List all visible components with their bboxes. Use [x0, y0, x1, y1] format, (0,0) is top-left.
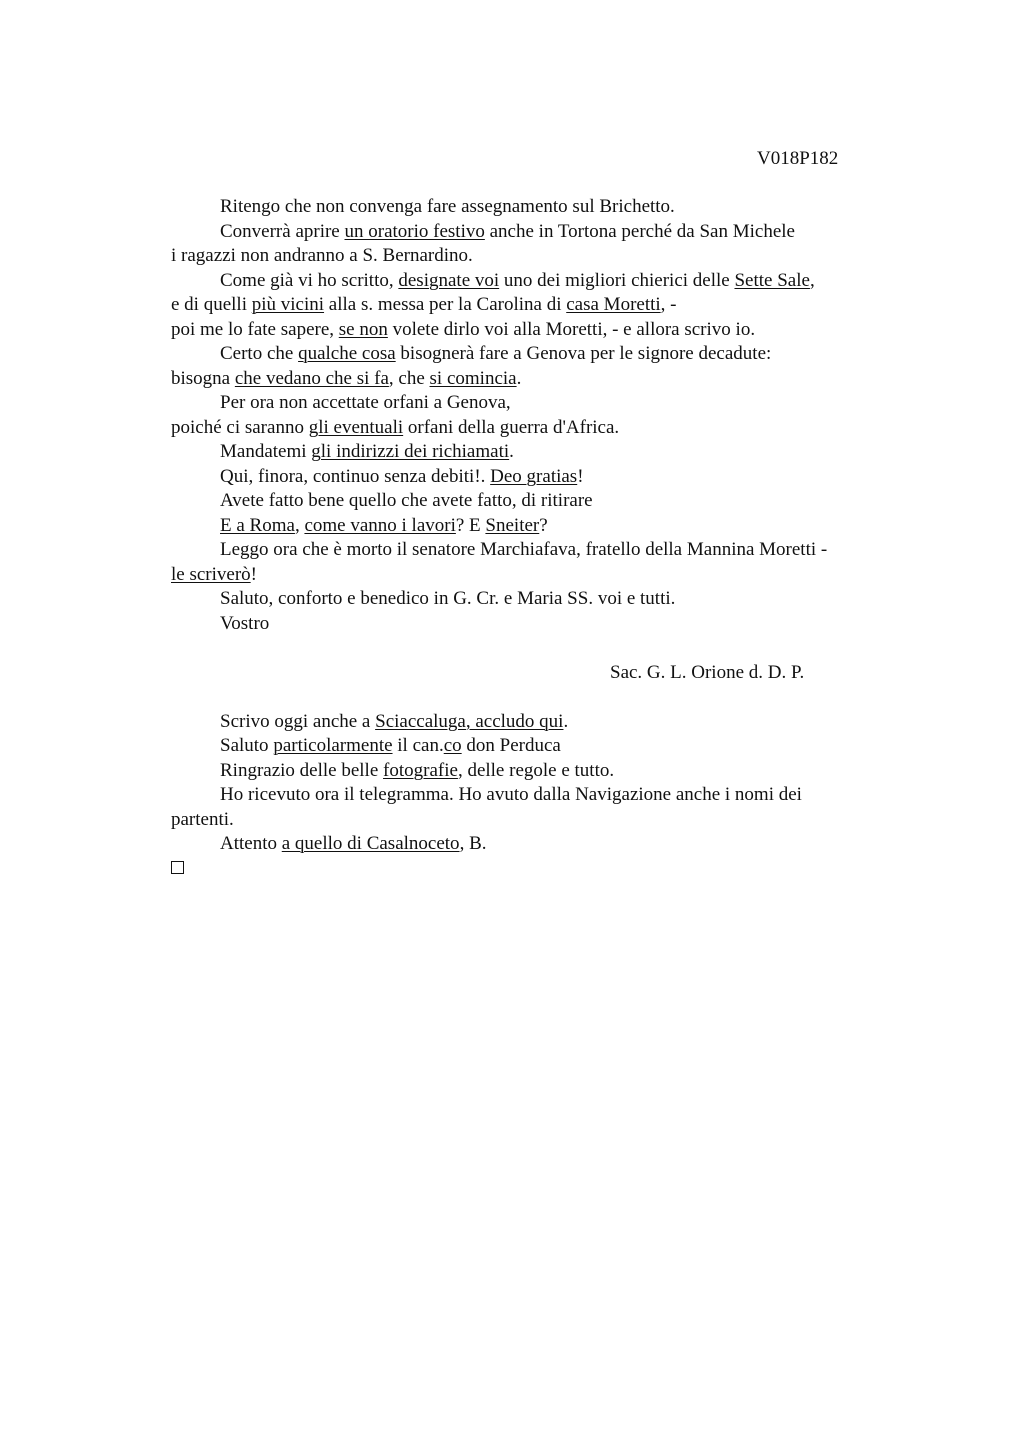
underlined-text: designate voi: [398, 269, 500, 291]
text-segment: Saluto: [220, 735, 274, 756]
text-segment: Vostro: [220, 612, 270, 634]
underlined-text: si comincia: [429, 367, 517, 389]
text-segment: ?: [539, 514, 548, 536]
text-line: [171, 318, 881, 343]
text-segment: Ho ricevuto ora il telegramma. Ho avuto dalla Navigazione anche i nomi dei: [220, 784, 802, 805]
text-segment: il can.: [392, 735, 444, 756]
underlined-text: particolarmente: [273, 735, 393, 756]
text-line: [171, 538, 881, 563]
text-line: [171, 342, 881, 367]
text-segment: poi me lo fate sapere,: [171, 318, 339, 340]
underlined-text: Sneiter: [485, 514, 540, 536]
text-segment: i ragazzi non andranno a S. Bernardino.: [171, 245, 473, 266]
text-line: [171, 783, 881, 808]
text-segment: Avete fatto bene quello che avete fatto, di ritirare: [220, 490, 593, 511]
underlined-text: a quello di Casalnoceto: [281, 833, 460, 854]
text-segment: .: [563, 710, 569, 732]
text-segment: Leggo ora che è morto il senatore Marchiafava, fratello della Mannina Moretti -: [220, 539, 828, 560]
text-segment: Ringrazio delle belle: [220, 759, 384, 781]
text-line: [171, 293, 881, 318]
underlined-text: gli eventuali: [308, 416, 404, 438]
text-segment: Converrà aprire: [220, 220, 345, 242]
text-segment: ,: [809, 269, 815, 291]
text-line: [171, 734, 881, 759]
text-segment: partenti.: [171, 808, 234, 830]
letter-body: [171, 195, 881, 881]
text-segment: bisognerà fare a Genova per le signore decadute:: [395, 343, 772, 364]
text-segment: poiché ci saranno: [171, 416, 309, 438]
text-line: [171, 563, 881, 588]
underlined-text: gli indirizzi dei richiamati: [311, 441, 510, 462]
underlined-text: qualche cosa: [298, 343, 396, 364]
text-line: [171, 391, 881, 416]
text-line: [171, 220, 881, 245]
text-segment: Sac. G. L. Orione d. D. P.: [610, 661, 805, 683]
underlined-text: E a Roma: [220, 514, 295, 536]
text-segment: .: [516, 367, 522, 389]
underlined-text: più vicini: [251, 294, 325, 315]
text-segment: , delle regole e tutto.: [457, 759, 615, 781]
text-segment: Scrivo oggi anche a: [220, 710, 376, 732]
text-segment: Mandatemi: [220, 441, 312, 462]
text-segment: volete dirlo voi alla Moretti, - e allora scrivo io.: [387, 318, 756, 340]
text-line: [171, 244, 881, 269]
text-segment: Qui, finora, continuo senza debiti!.: [220, 465, 491, 487]
end-mark-line: [171, 857, 881, 882]
text-segment: ? E: [455, 514, 486, 536]
page-reference: V018P182: [757, 148, 839, 169]
text-line: [171, 808, 881, 833]
blank-line: [171, 636, 881, 661]
underlined-text: Deo gratias: [490, 465, 578, 487]
signature-line: [171, 661, 881, 686]
underlined-text: fotografie: [383, 759, 458, 781]
text-segment: don Perduca: [461, 735, 561, 756]
text-segment: Attento: [220, 833, 282, 854]
text-line: [171, 195, 881, 220]
text-segment: Certo che: [220, 343, 299, 364]
underlined-text: Sette Sale: [734, 269, 810, 291]
text-segment: , che: [388, 367, 430, 389]
underlined-text: Sciaccaluga, accludo qui: [375, 710, 564, 732]
blank-line: [171, 685, 881, 710]
underlined-text: un oratorio festivo: [344, 220, 485, 242]
text-line: [171, 612, 881, 637]
text-segment: Saluto, conforto e benedico in G. Cr. e Maria SS. voi e tutti.: [220, 588, 676, 609]
text-line: [171, 416, 881, 441]
underlined-text: casa Moretti: [566, 294, 661, 315]
text-line: [171, 587, 881, 612]
underlined-text: le scriverò: [171, 563, 251, 585]
text-segment: bisogna: [171, 367, 235, 389]
text-line: [171, 514, 881, 539]
underlined-text: co: [443, 735, 462, 756]
text-segment: , -: [660, 294, 677, 315]
text-segment: alla s. messa per la Carolina di: [324, 294, 567, 315]
text-segment: !: [577, 465, 584, 487]
text-segment: Ritengo che non convenga fare assegnamento sul Brichetto.: [220, 196, 675, 217]
underlined-text: che vedano che si fa: [234, 367, 389, 389]
text-line: [171, 269, 881, 294]
text-segment: uno dei migliori chierici delle: [499, 269, 735, 291]
text-line: [171, 367, 881, 392]
text-segment: Come già vi ho scritto,: [220, 269, 399, 291]
text-line: [171, 710, 881, 735]
underlined-text: se non: [338, 318, 388, 340]
text-segment: anche in Tortona perché da San Michele: [484, 220, 795, 242]
text-line: [171, 832, 881, 857]
text-line: [171, 489, 881, 514]
text-segment: e di quelli: [171, 294, 252, 315]
text-segment: ,: [294, 514, 305, 536]
text-segment: orfani della guerra d'Africa.: [403, 416, 620, 438]
text-segment: !: [250, 563, 257, 585]
text-line: [171, 465, 881, 490]
text-segment: , B.: [459, 833, 487, 854]
text-segment: Per ora non accettate orfani a Genova,: [220, 392, 511, 413]
text-line: [171, 440, 881, 465]
text-segment: .: [509, 441, 514, 462]
underlined-text: come vanno i lavori: [304, 514, 456, 536]
end-square-icon: [171, 861, 184, 874]
text-line: [171, 759, 881, 784]
